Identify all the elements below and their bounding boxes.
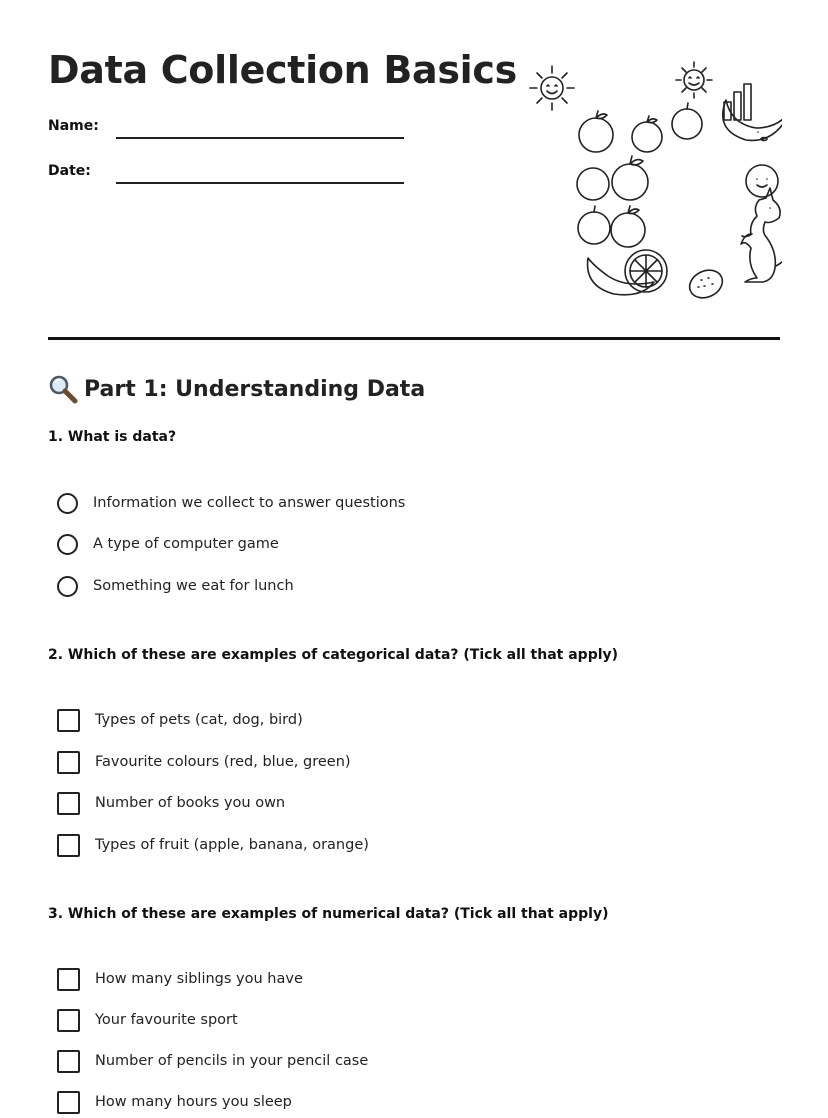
sun-icon: [676, 62, 712, 98]
name-field[interactable]: [48, 118, 99, 134]
question-3-option-1[interactable]: [57, 966, 303, 992]
option-label: Your favourite sport: [95, 1012, 238, 1028]
option-label: How many siblings you have: [95, 971, 303, 987]
question-2: 2. Which of these are examples of categorical data? (Tick all that apply): [48, 647, 619, 663]
worksheet-header: [48, 0, 780, 300]
option-label: Types of pets (cat, dog, bird): [95, 712, 303, 728]
option-label: How many hours you sleep: [95, 1094, 292, 1110]
checkbox[interactable]: [57, 968, 80, 991]
banana-icon: [588, 258, 654, 295]
option-label: Favourite colours (red, blue, green): [95, 754, 351, 770]
apple-icon: [611, 206, 645, 247]
radio-button[interactable]: [57, 534, 78, 555]
question-2-option-3[interactable]: [57, 790, 285, 816]
checkbox[interactable]: [57, 709, 80, 732]
part-1-title: Part 1: Understanding Data: [84, 376, 426, 402]
radio-button[interactable]: [57, 576, 78, 597]
question-3-option-2[interactable]: [57, 1007, 238, 1033]
checkbox[interactable]: [57, 1091, 80, 1114]
part-1-heading: [48, 374, 425, 404]
question-2-option-2[interactable]: [57, 749, 351, 775]
question-1: 1. What is data?: [48, 429, 177, 445]
checkbox[interactable]: [57, 1050, 80, 1073]
apple-icon: [578, 206, 610, 244]
apple-icon: [672, 103, 702, 139]
checkbox[interactable]: [57, 751, 80, 774]
worksheet-title: Data Collection Basics: [48, 48, 517, 92]
bar-chart-icon: [724, 84, 751, 120]
date-label: Date:: [48, 163, 91, 179]
date-answer-line[interactable]: [116, 182, 404, 184]
date-field[interactable]: [48, 163, 91, 179]
question-3-option-3[interactable]: [57, 1048, 368, 1074]
question-1-option-1[interactable]: [57, 490, 405, 516]
name-label: Name:: [48, 118, 99, 134]
apple-icon: [579, 111, 613, 152]
question-1-option-3[interactable]: [57, 573, 294, 599]
option-label: A type of computer game: [93, 536, 279, 552]
checkbox[interactable]: [57, 792, 80, 815]
question-2-option-4[interactable]: [57, 832, 369, 858]
option-label: Information we collect to answer questions: [93, 495, 406, 511]
apple-icon: [577, 168, 609, 200]
checkbox[interactable]: [57, 1009, 80, 1032]
question-3: 3. Which of these are examples of numerical data? (Tick all that apply): [48, 906, 609, 922]
question-2-option-1[interactable]: [57, 707, 303, 733]
option-label: Types of fruit (apple, banana, orange): [95, 837, 369, 853]
option-label: Number of pencils in your pencil case: [95, 1053, 369, 1069]
section-divider: [48, 337, 780, 340]
apple-icon: [632, 116, 662, 152]
smiling-apple-icon: [746, 165, 778, 197]
fruit-and-chart-illustration: [526, 58, 782, 306]
magnifying-glass-icon: [48, 374, 78, 404]
sun-icon: [530, 66, 574, 110]
question-3-option-4[interactable]: [57, 1089, 292, 1115]
kangaroo-icon: [741, 188, 782, 282]
option-label: Something we eat for lunch: [93, 578, 294, 594]
option-label: Number of books you own: [95, 795, 286, 811]
name-answer-line[interactable]: [116, 137, 404, 139]
radio-button[interactable]: [57, 493, 78, 514]
kiwi-icon: [685, 265, 727, 303]
apple-icon: [612, 156, 648, 200]
checkbox[interactable]: [57, 834, 80, 857]
question-1-option-2[interactable]: [57, 531, 279, 557]
orange-slice-icon: [625, 250, 667, 292]
banana-icon: [723, 90, 782, 141]
